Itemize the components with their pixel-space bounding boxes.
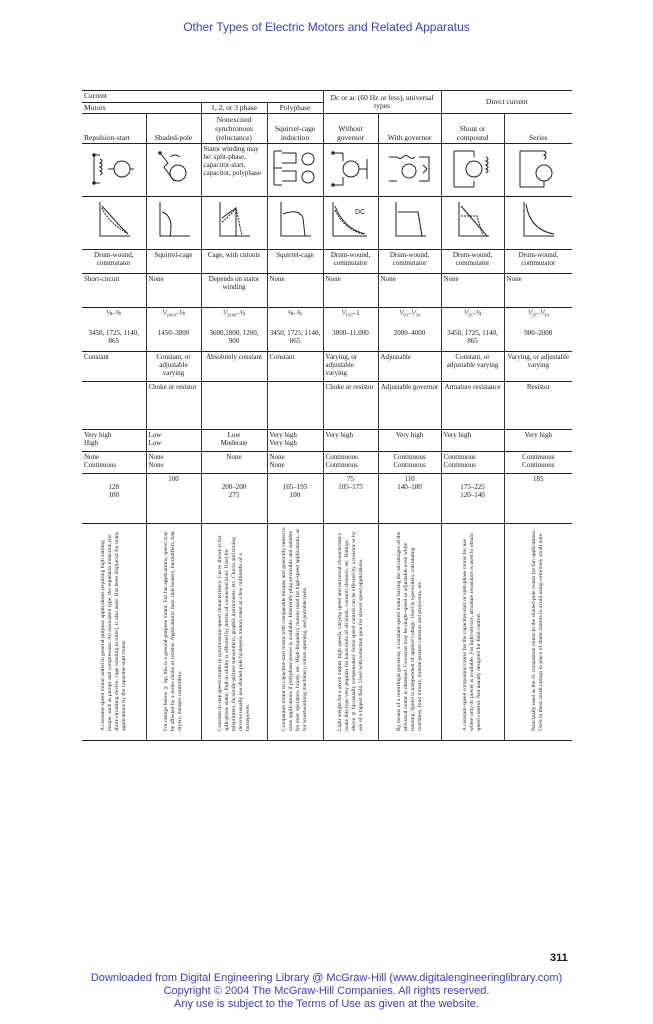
control-cell (201, 382, 267, 430)
hp-cell: ⅟₂₀₀₀–¾ (201, 308, 267, 328)
diagram-without-governor (323, 144, 378, 197)
type-with-governor: With governor (378, 114, 441, 144)
type-repulsion-start: Repulsion-start (82, 114, 146, 144)
curve-shaded-pole (146, 197, 201, 250)
torque-cell: Very high (378, 430, 441, 452)
starting-cell: None (146, 274, 201, 308)
polyphase-header: Polyphase (267, 102, 323, 114)
row-speed-torque-curves (82, 197, 572, 250)
application-cell (201, 524, 267, 741)
diagram-shunt-compound (441, 144, 504, 197)
application-cell (378, 524, 441, 741)
curve-reluctance (201, 197, 267, 250)
hp-cell: ⅟₂₀–¾ (441, 308, 504, 328)
torque-cell: Very high High (82, 430, 146, 452)
rotor-cell: Squirrel-cage (146, 250, 201, 274)
control-cell (267, 382, 323, 430)
speed-cell: 3000–11,000 (323, 328, 378, 352)
temp-cell: 100 (146, 474, 201, 524)
motor-comparison-table (82, 90, 572, 741)
speed-cell: 3450, 1725, 1140, 865 (267, 328, 323, 352)
starting-cell: Short-circuit (82, 274, 146, 308)
starting-cell: None (441, 274, 504, 308)
type-without-governor: Without governor (323, 114, 378, 144)
running-header: Other Types of Electric Motors and Related Apparatus (183, 20, 470, 34)
footer-line-terms[interactable]: Any use is subject to the Terms of Use as given at the website. (174, 998, 479, 1011)
application-text: A constant-speed motor suited to general-purpose applications requiring high starting torque, such as pumps and compressors. An associated type, the repulsion induction (no short-circuiting device, cage winding in rotor), is also used. Has been displaced for many applications by the capacitor-start motor. (99, 531, 127, 732)
dcac-header: Dc or ac (60 Hz or less), universal types (323, 91, 441, 114)
rotor-cell: Drum-wound, commutator (82, 250, 146, 274)
type-shunt-compound: Shunt or compound (441, 114, 504, 144)
rotor-cell: Drum-wound, commutator (323, 250, 378, 274)
curve-without-governor (323, 197, 378, 250)
rotor-cell: Cage, with cutouts (201, 250, 267, 274)
type-induction: Squirrel-cage induction (267, 114, 323, 144)
diagram-repulsion (82, 144, 146, 197)
application-text: Constant in-step speed results in synchronous-speed characteristics. Curve shown is for split-phase stator. Pull-in ability is affected by inertia of connected load. Used for teleprinters, facsimile-picture transmitters, graphic instruments, etc. Clocks and timing devices usually use shaded-pole hysteresis motors rated at a few millionths of a horsepower. (216, 535, 251, 732)
rating-cell: None (201, 452, 267, 474)
phase-header: 1, 2, or 3 phase (201, 102, 267, 114)
rating-cell: Continuous Continuous (441, 452, 504, 474)
motors-label: Motors (82, 102, 201, 114)
torque-cell: Low Low (146, 430, 201, 452)
rating-cell: None None (267, 452, 323, 474)
type-series: Series (504, 114, 572, 144)
control-cell (82, 382, 146, 430)
speed-type-cell: Constant (267, 352, 323, 382)
diagram-with-governor (378, 144, 441, 197)
diagram-induction (267, 144, 323, 197)
temp-cell: 128 100 (82, 474, 146, 524)
diagram-series (504, 144, 572, 197)
rating-cell: None None (146, 452, 201, 474)
hp-cell: ⅟₅₀–⅟₃₀ (378, 308, 441, 328)
rating-cell: Continuous Continuous (378, 452, 441, 474)
temp-cell: 165–195 100 (267, 474, 323, 524)
rotor-cell: Drum-wound, commutator (504, 250, 572, 274)
footer-line-copyright: Copyright © 2004 The McGraw-Hill Companies. All rights reserved. (163, 985, 490, 998)
curve-shunt-compound (441, 197, 504, 250)
temp-cell: 185 (504, 474, 572, 524)
control-cell: Choke or resistor (146, 382, 201, 430)
type-shaded-pole: Shaded-pole (146, 114, 201, 144)
starting-cell: None (267, 274, 323, 308)
rotor-cell: Drum-wound, commutator (378, 250, 441, 274)
control-cell: Armature resistance (441, 382, 504, 430)
footer (0, 972, 653, 1012)
page-number: 311 (550, 952, 568, 964)
starting-cell: None (378, 274, 441, 308)
row-temperature (82, 474, 572, 524)
footer-line-download[interactable]: Downloaded from Digital Engineering Library @ McGraw-Hill (www.digitalengineeringlibrary.com) (90, 972, 563, 984)
speed-cell: 3450, 1725, 1140, 865 (441, 328, 504, 352)
torque-cell: Very high Very high (267, 430, 323, 452)
row-rating (82, 452, 572, 474)
speed-type-cell: Varying, or adjustable varying (504, 352, 572, 382)
row-current (82, 91, 572, 103)
row-rotor (82, 250, 572, 274)
speed-cell: 1450–3000 (146, 328, 201, 352)
application-cell (323, 524, 378, 741)
torque-cell: Low Moderate (201, 430, 267, 452)
hp-cell: ⅟₂₀–⅟₃₀ (504, 308, 572, 328)
control-cell: Resistor (504, 382, 572, 430)
row-speed (82, 328, 572, 352)
temp-cell: 175–225 120–140 (441, 474, 504, 524)
application-text: Principally used as the dc companion motor to the shaded-pole motor for fan applications. Used in these small ratings in place of shunt motors to avoid using extremely small wire. (531, 529, 545, 732)
application-cell (267, 524, 323, 741)
diagram-shaded-pole (146, 144, 201, 197)
application-cell (441, 524, 504, 741)
row-speed-control (82, 382, 572, 430)
temp-cell: 75 105–175 (323, 474, 378, 524)
row-applications (82, 524, 572, 741)
type-reluctance: Nonexcited synchronous (reluctance) (201, 114, 267, 144)
stator-note: Stator winding may be: split-phase, capacitor-start, capacitor, polyphase (201, 144, 267, 197)
torque-cell: Very high (323, 430, 378, 452)
current-label: Current (82, 91, 323, 103)
hp-cell: ⅟₁₅₀–1 (323, 308, 378, 328)
application-cell (82, 524, 146, 741)
application-text: For ratings below ⅛ hp, this is a general-purpose motor. For fan applications, speed may be affected by a series choke or resistor. Applications: fans, unit heaters, humidifiers, hair dryers, damper controllers. (163, 531, 183, 732)
speed-cell: 3450, 1725, 1140, 865 (88, 328, 139, 345)
curve-induction (267, 197, 323, 250)
row-wiring-diagrams (82, 144, 572, 197)
starting-cell: None (504, 274, 572, 308)
hp-cell: ⅛–¾ (267, 308, 323, 328)
curve-repulsion (82, 197, 146, 250)
temp-cell: 110 140–180 (378, 474, 441, 524)
dc-header: Direct current (441, 91, 572, 114)
curve-dc-label: DC (354, 209, 365, 217)
speed-type-cell: Adjustable (378, 352, 441, 382)
rating-cell: Continuous Continuous (504, 452, 572, 474)
curve-with-governor (378, 197, 441, 250)
starting-cell: Depends on stator winding (201, 274, 267, 308)
rating-cell: None Continuous (82, 452, 146, 474)
application-cell (504, 524, 572, 741)
torque-cell: Very high (504, 430, 572, 452)
speed-type-cell: Constant (82, 352, 146, 382)
speed-cell: 2000–4000 (378, 328, 441, 352)
application-text: By means of a centrifugal governor, a constant-speed motor having the advantages of the universal motor is obtained. Governor may be single-speed or adjustable even while running. Speed is independent of applied voltage. Used in typewriters, calculating machines, food mixers, motion-picture cameras and projectors, etc. (395, 532, 423, 732)
application-text: A constant-speed companion motor for the capacitor-start or split-phase motor for use where only dc power is available. For light-service, armature resistance is used to obtain speed control. Not usually designed for field control. (462, 533, 483, 732)
hp-cell: ⅛–⅜ (82, 308, 146, 328)
curve-series (504, 197, 572, 250)
speed-cell: 3600,1800, 1200, 900 (201, 328, 267, 352)
speed-type-cell: Constant, or adjustable varying (441, 352, 504, 382)
row-starting (82, 274, 572, 308)
torque-cell: Very high (441, 430, 504, 452)
speed-type-cell: Varying, or adjustable varying (323, 352, 378, 382)
application-text: Light weight for a given output, high speeds, varying speed and universal characteristics make this type very popular for hand tools of all kinds, vacuum cleaners, etc. Ratings above ⅜ hp usually compensated. Some speed control can be effected by a resistor or by use of a tapped field. Used with reduction gear for slower speed applications. (336, 531, 364, 732)
hp-cell: ⅟₂₀₀₀–⅛ (146, 308, 201, 328)
temp-cell: 200–200 275 (201, 474, 267, 524)
row-speed-type (82, 352, 572, 382)
control-cell: Choke or resistor (323, 382, 378, 430)
row-torque (82, 430, 572, 452)
rating-cell: Continuous Continuous (323, 452, 378, 474)
row-types (82, 114, 572, 144)
speed-type-cell: Constant, or adjustable varying (146, 352, 201, 382)
row-hp-range (82, 308, 572, 328)
speed-type-cell: Absolutely constant (201, 352, 267, 382)
application-text: Companion motor to capacitor-start motor with comparable torques and generally suited to same applications if polyphase power is available. Inherently plug-reversible and suitable for door operators, hoists, etc. High-frequency motors used for high-speed applications, as for woodworking machinery, rotors spinning, and portable tools. (281, 527, 308, 732)
rotor-cell: Drum-wound, commutator (441, 250, 504, 274)
speed-cell: 900–2000 (504, 328, 572, 352)
rotor-cell: Squirrel-cage (267, 250, 323, 274)
application-cell (146, 524, 201, 741)
control-cell: Adjustable governor (378, 382, 441, 430)
starting-cell: None (323, 274, 378, 308)
